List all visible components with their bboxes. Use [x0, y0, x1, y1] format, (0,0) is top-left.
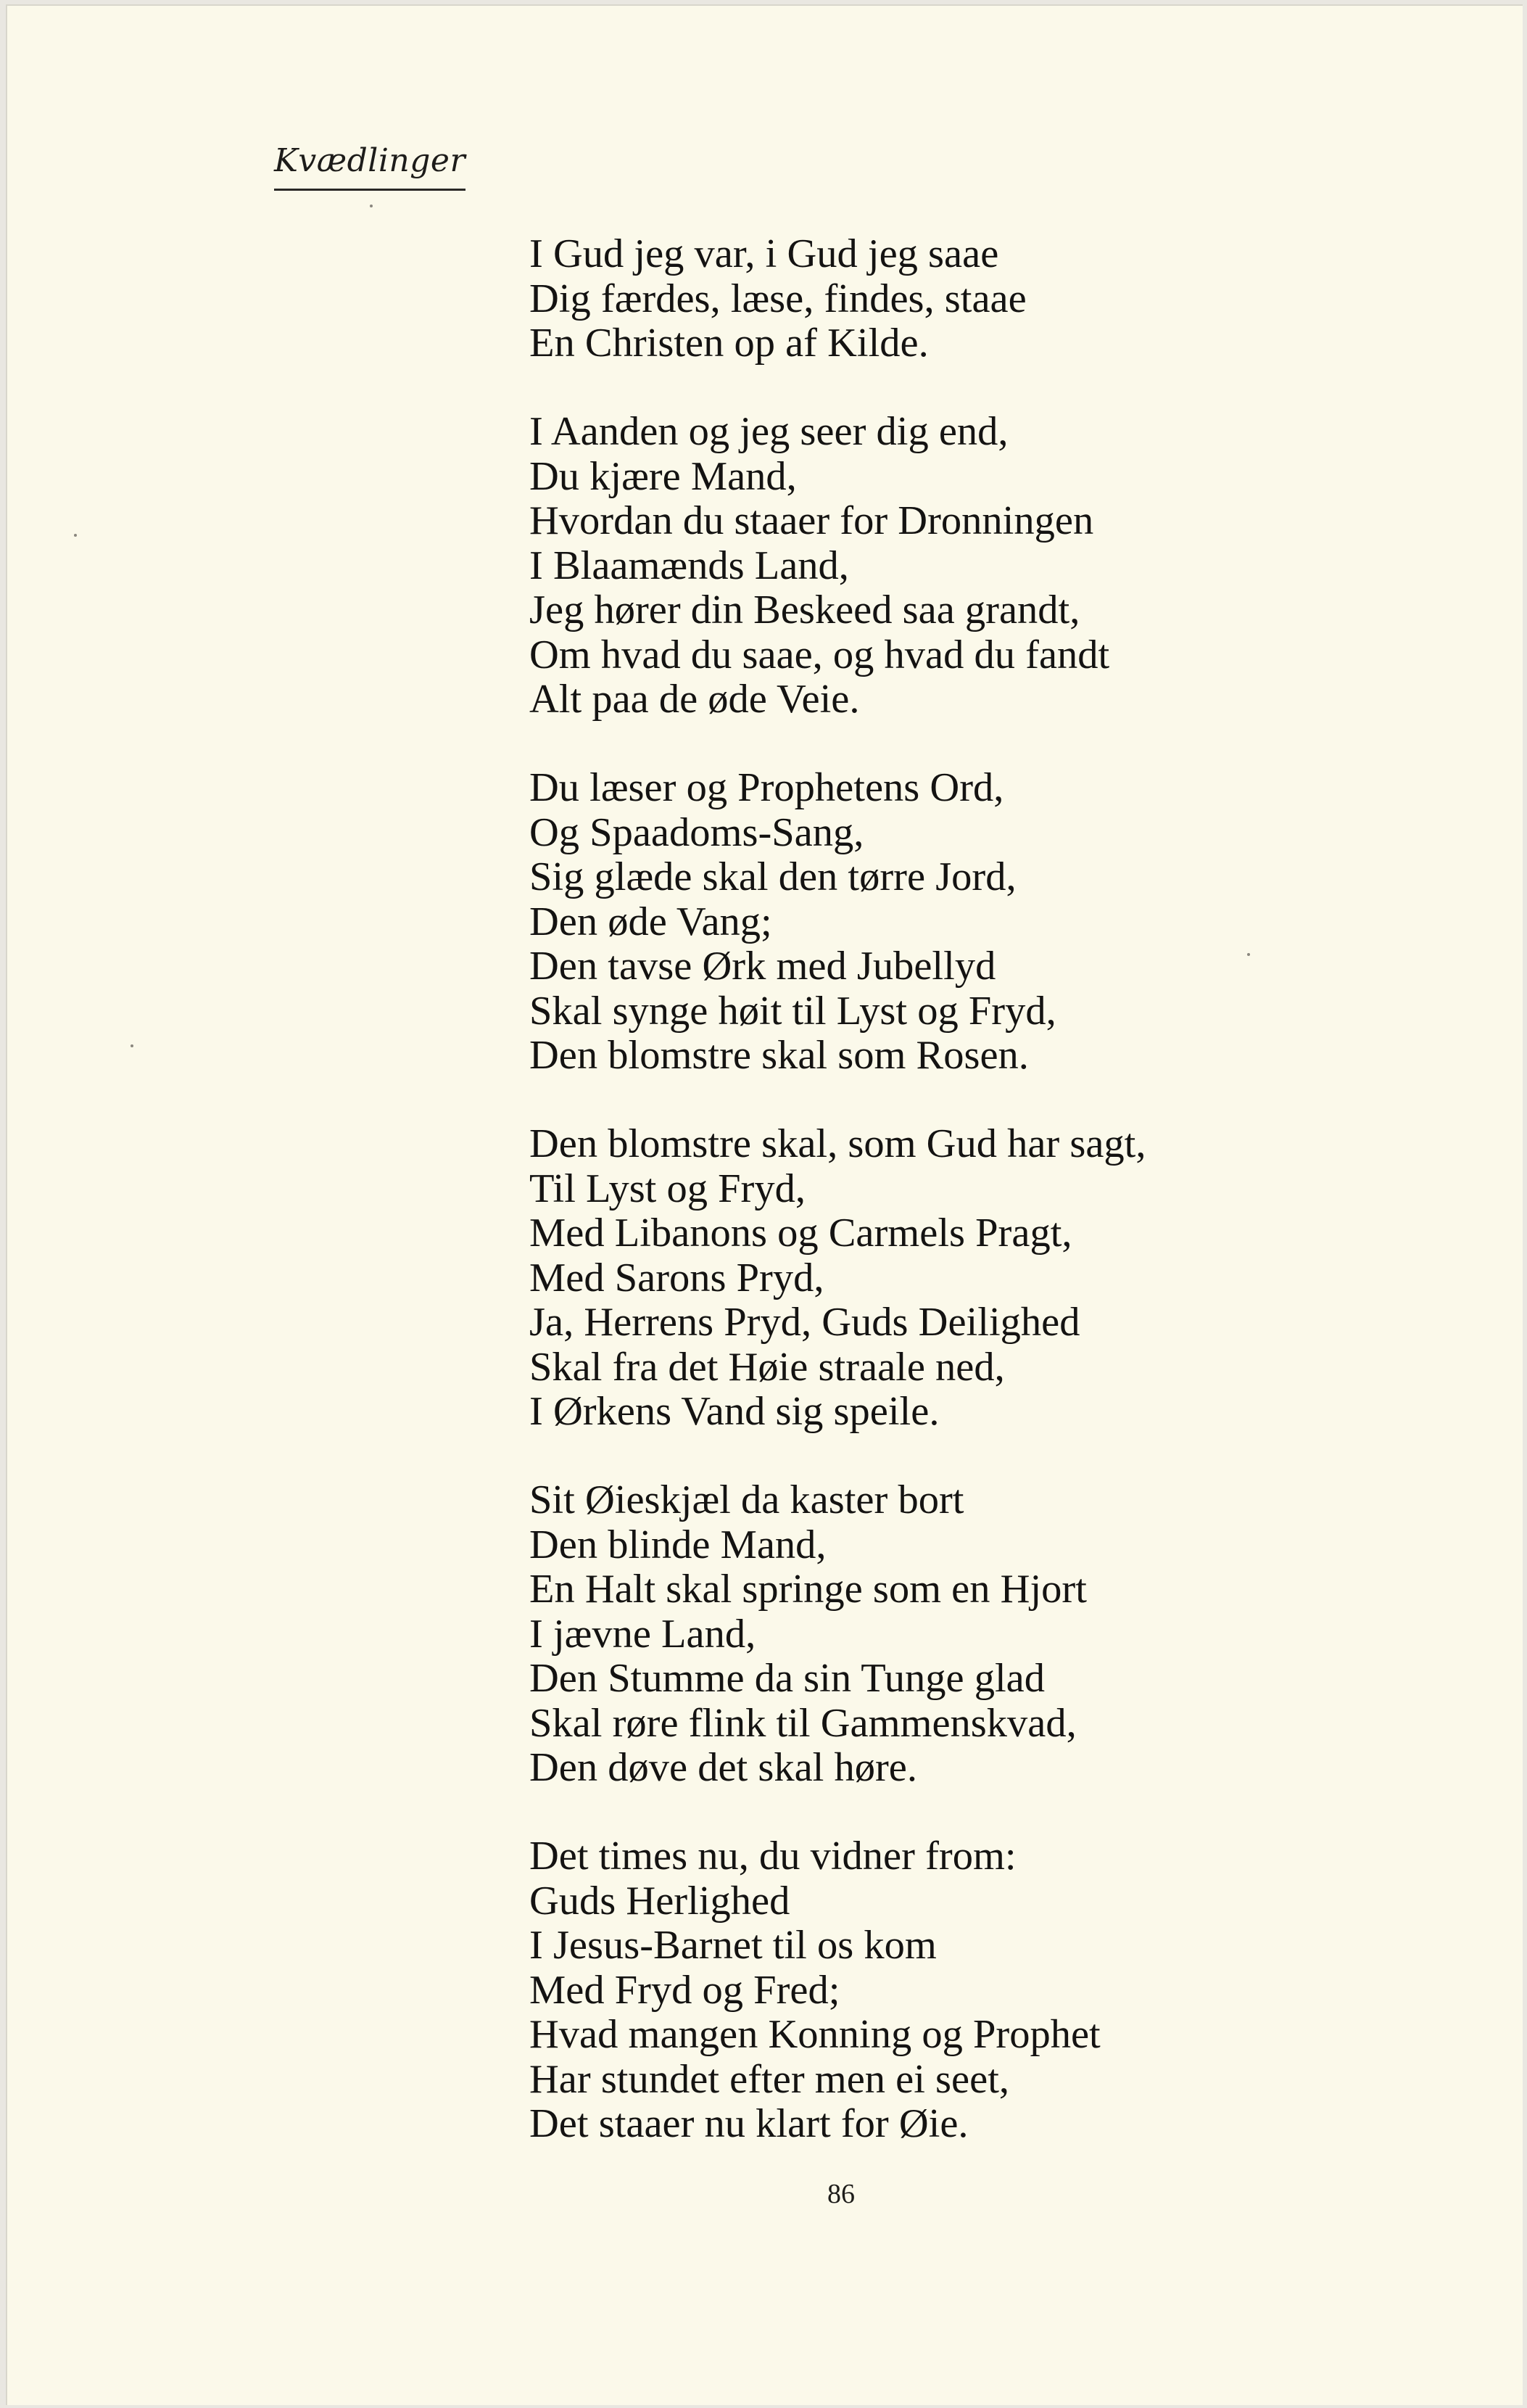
poem-line: Skal fra det Høie straale ned,	[529, 1344, 1005, 1390]
poem-line: Det times nu, du vidner from:	[529, 1834, 1017, 1879]
paper-speck	[370, 205, 373, 207]
poem-line: Skal røre flink til Gammenskvad,	[529, 1700, 1077, 1746]
poem-line: Skal synge høit til Lyst og Fryd,	[529, 988, 1056, 1034]
stanza-4	[529, 1122, 1399, 1435]
poem-line: Og Spaadoms-Sang,	[529, 809, 864, 855]
stanza-1	[529, 232, 1399, 366]
poem-line: Den tavse Ørk med Jubellyd	[529, 944, 996, 989]
poem-line: Jeg hører din Beskeed saa grandt,	[529, 587, 1080, 632]
poem-line: Ja, Herrens Pryd, Guds Deilighed	[529, 1300, 1080, 1345]
poem-line: Hvad mangen Konning og Prophet	[529, 2012, 1101, 2057]
poem-line: I Blaamænds Land,	[529, 543, 849, 588]
poem-line: Sit Øieskjæl da kaster bort	[529, 1477, 964, 1522]
poem	[529, 232, 1399, 2147]
poem-line: I Aanden og jeg seer dig end,	[529, 409, 1009, 454]
stanza-2	[529, 410, 1399, 722]
poem-line: I Gud jeg var, i Gud jeg saae	[529, 231, 999, 276]
poem-line: I Jesus-Barnet til os kom	[529, 1923, 937, 1968]
poem-line: En Halt skal springe som en Hjort	[529, 1567, 1087, 1612]
book-page	[6, 4, 1523, 2405]
page-number: 86	[827, 2179, 855, 2209]
running-head: Kvædlinger	[274, 138, 465, 191]
paper-speck	[1247, 953, 1250, 956]
poem-line: Den øde Vang;	[529, 899, 772, 944]
poem-line: Med Libanons og Carmels Pragt,	[529, 1211, 1072, 1255]
poem-line: Du læser og Prophetens Ord,	[529, 765, 1004, 810]
poem-line: Guds Herlighed	[529, 1878, 790, 1923]
poem-line: I Ørkens Vand sig speile.	[529, 1389, 940, 1434]
poem-line: Den Stumme da sin Tunge glad	[529, 1656, 1045, 1701]
poem-line: Dig færdes, læse, findes, staae	[529, 276, 1027, 321]
poem-line: En Christen op af Kilde.	[529, 321, 929, 366]
poem-line: Om hvad du saae, og hvad du fandt	[529, 632, 1110, 677]
poem-line: Det staaer nu klart for Øie.	[529, 2101, 969, 2146]
poem-line: I jævne Land,	[529, 1611, 756, 1657]
poem-line: Med Sarons Pryd,	[529, 1255, 824, 1300]
poem-line: Du kjære Mand,	[529, 453, 797, 499]
poem-line: Hvordan du staaer for Dronningen	[529, 498, 1094, 543]
stanza-5	[529, 1478, 1399, 1791]
paper-speck	[74, 534, 77, 537]
poem-line: Den blomstre skal, som Gud har sagt,	[529, 1121, 1146, 1166]
poem-line: Alt paa de øde Veie.	[529, 677, 860, 722]
poem-line: Den blomstre skal som Rosen.	[529, 1033, 1029, 1078]
stanza-3	[529, 766, 1399, 1079]
poem-line: Sig glæde skal den tørre Jord,	[529, 854, 1017, 899]
poem-line: Den blinde Mand,	[529, 1522, 827, 1567]
paper-speck	[131, 1044, 133, 1047]
poem-line: Har stundet efter men ei seet,	[529, 2056, 1010, 2102]
poem-line: Den døve det skal høre.	[529, 1745, 918, 1790]
stanza-6	[529, 1834, 1399, 2147]
poem-line: Med Fryd og Fred;	[529, 1967, 840, 2013]
poem-line: Til Lyst og Fryd,	[529, 1166, 806, 1211]
